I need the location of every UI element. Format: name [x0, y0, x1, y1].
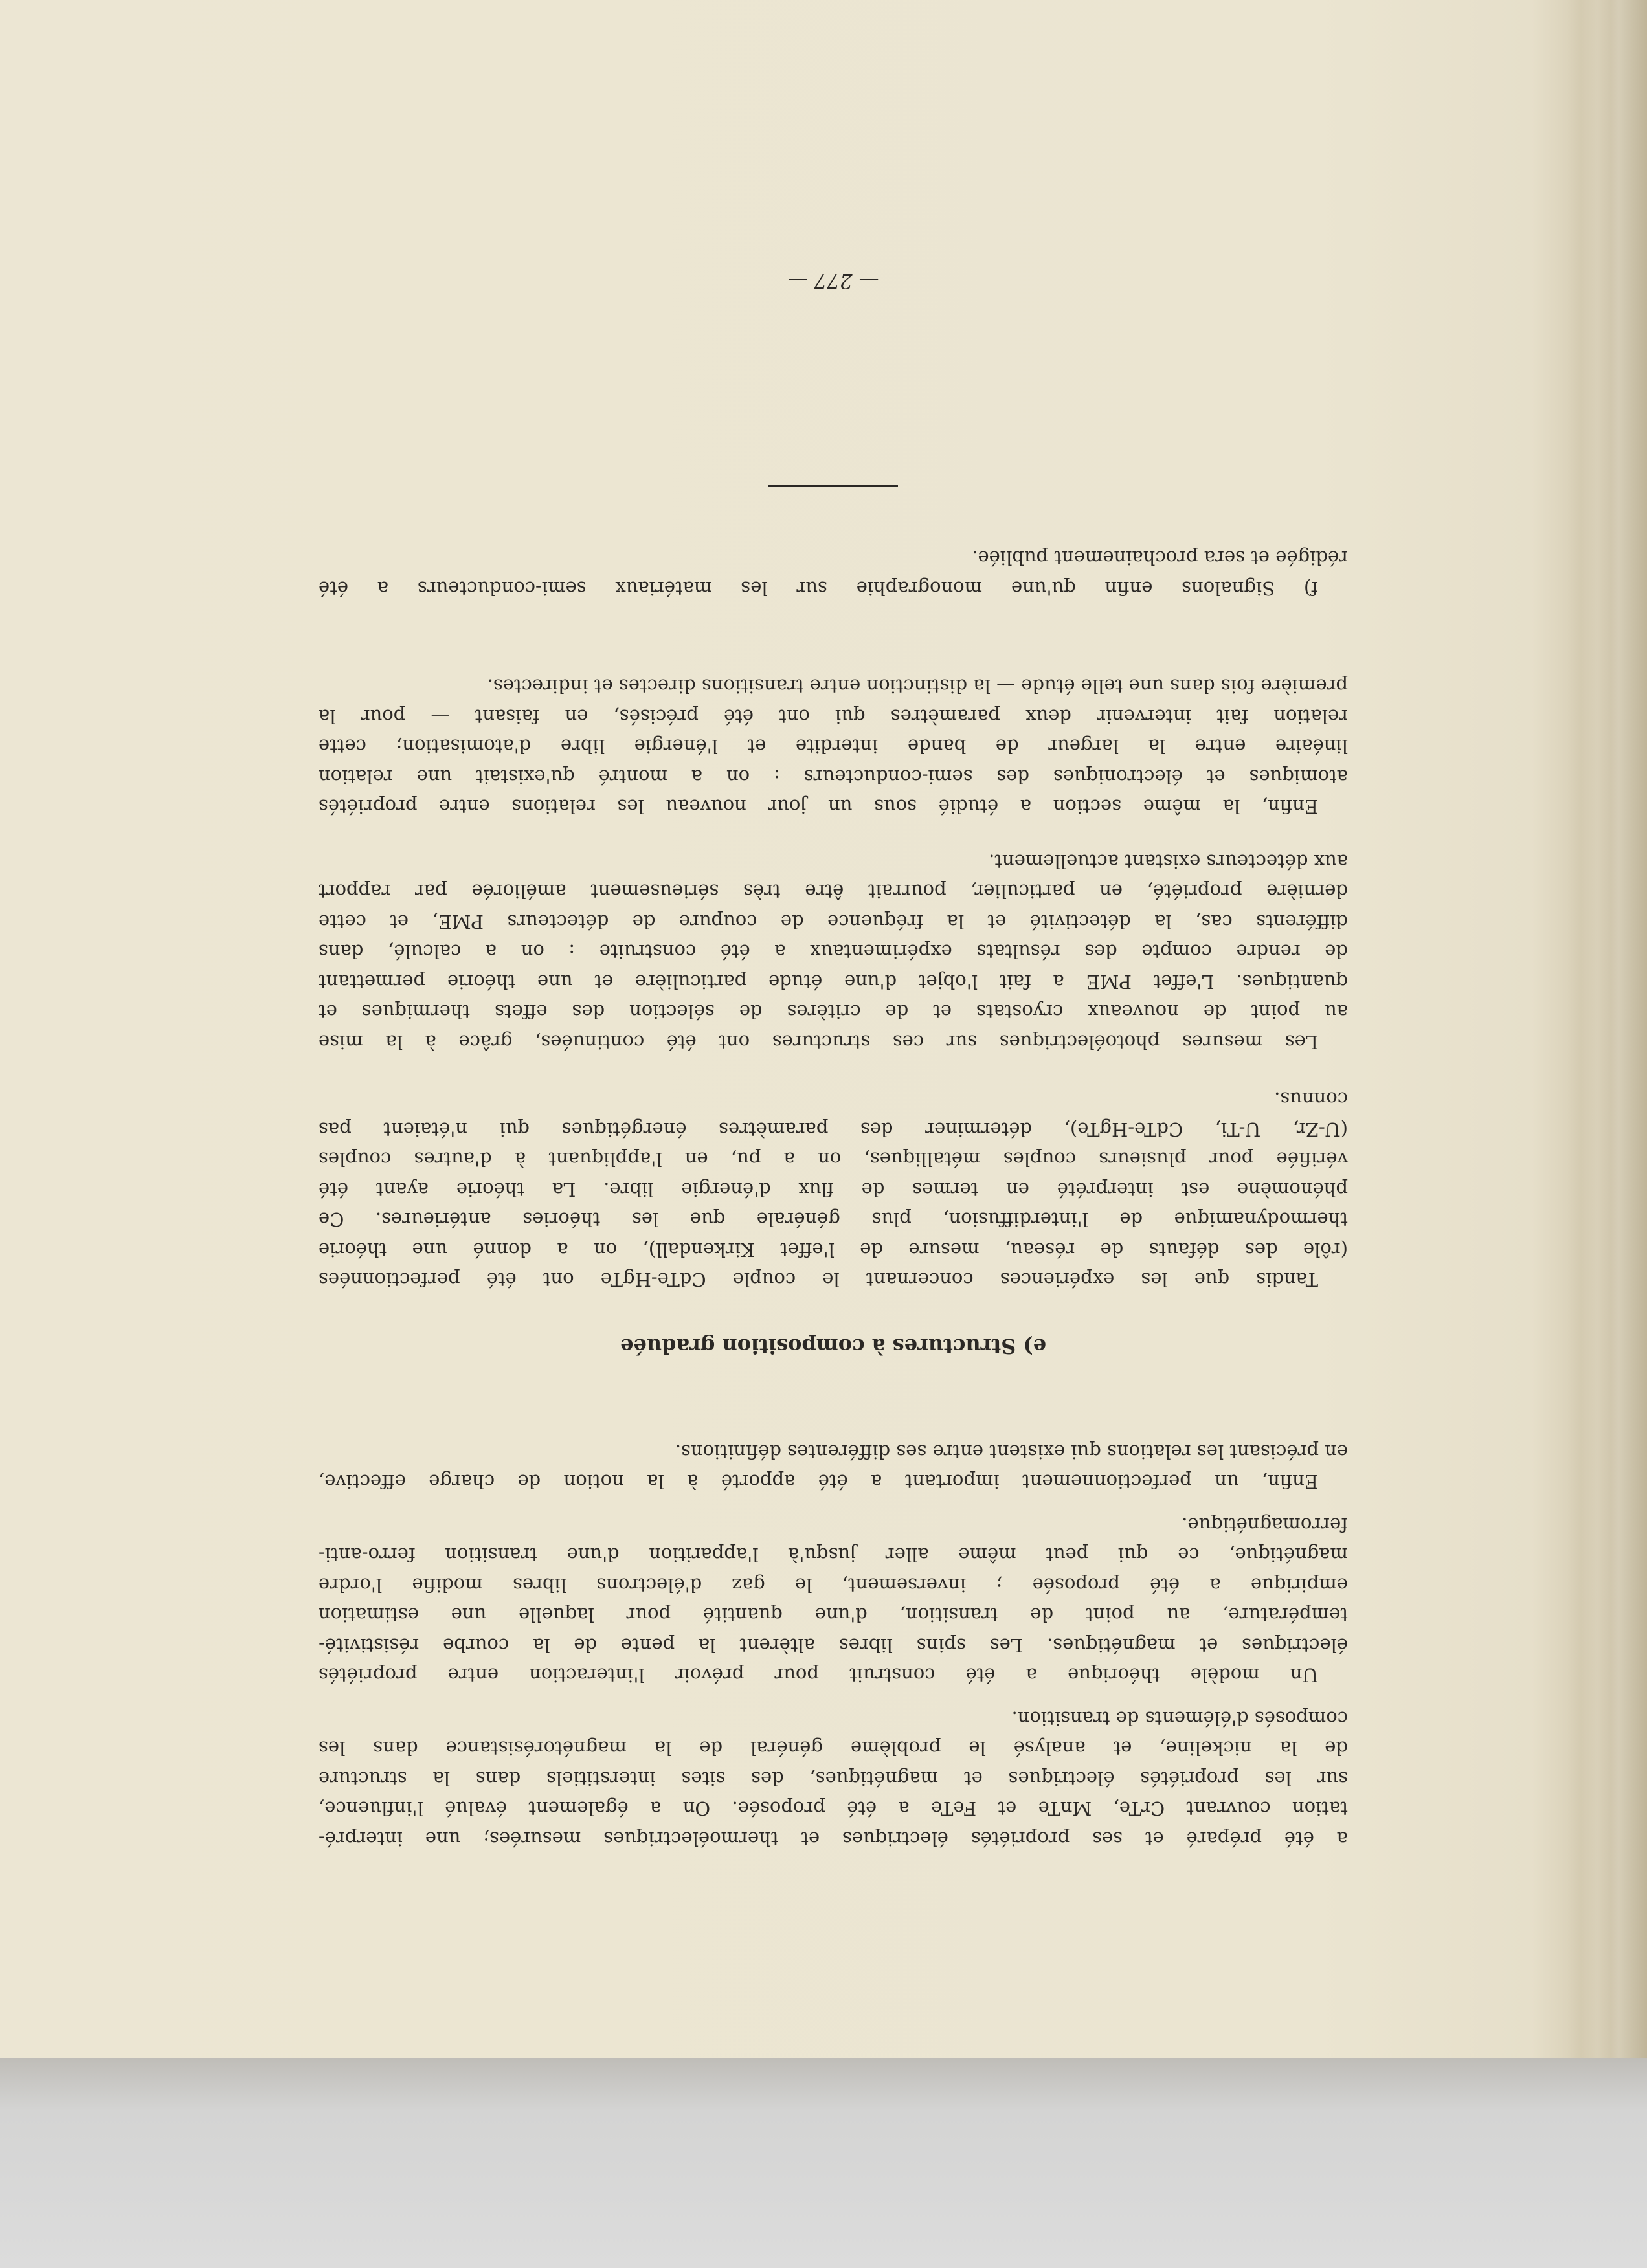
- text-line: première fois dans une telle étude — la distinction entre transitions directes et indirectes.: [487, 675, 1348, 698]
- text-line: linéaire entre la largeur de bande interdite et l'énergie libre d'atomisation; cette: [319, 735, 1348, 758]
- text-line: de la nickeline, et analysé le problème général de la magnétorésistance dans les: [319, 1737, 1348, 1760]
- text-line: au point de nouveaux cryostats et de critères de sélection des effets thermiques et: [319, 1001, 1348, 1023]
- text-line: (rôle des défauts de réseau, mesure de l'effet Kirkendall), on a donné une théorie: [319, 1239, 1348, 1261]
- paragraphs-after-heading: [319, 543, 1348, 1295]
- text-line: (U-Zr, U-Ti, CdTe-HgTe), déterminer des paramètres énergétiques qui n'étaient pas: [319, 1118, 1348, 1140]
- text-line: Les mesures photoélectriques sur ces structures ont été continuées, grâce à la mise: [319, 1031, 1318, 1053]
- text-line: composés d'éléments de transition.: [1011, 1707, 1348, 1729]
- text-line: en précisant les relations qui existent entre ses différentes définitions.: [675, 1441, 1348, 1463]
- text-line: dernière propriété, en particulier, pourrait être très sérieusement améliorée par rapport: [319, 880, 1348, 903]
- text-line: quantiques. L'effet PME a fait l'objet d'une étude particulière et une théorie permettant: [319, 971, 1348, 993]
- section-heading-e: e) Structures à composition graduée: [620, 1334, 1047, 1359]
- text-line: différents cas, la détectivité et la fréquence de coupure de détecteurs PME, et cette: [319, 911, 1348, 933]
- text-line: température, au point de transition, d'une quantité pour laquelle une estimation: [319, 1604, 1348, 1627]
- scanner-bed-background: [0, 2058, 1647, 2268]
- text-line: relation fait intervenir deux paramètres qui ont été précisés, en faisant — pour la: [319, 706, 1348, 728]
- text-line: électriques et magnétiques. Les spins libres altèrent la pente de la courbe résistivité-: [319, 1634, 1348, 1656]
- text-line: sur les propriétés électriques et magnétiques, des sites interstitiels dans la structure: [319, 1768, 1348, 1790]
- text-line: a été préparé et ses propriétés électriques et thermoélectriques mesurées; une interpré-: [319, 1828, 1348, 1850]
- paragraph: [319, 847, 1348, 1058]
- text-line: empirique a été proposée ; inversement, le gaz d'électrons libres modifie l'ordre: [319, 1574, 1348, 1596]
- paragraph: [319, 1437, 1348, 1497]
- text-line: tation couvrant CrTe, MnTe et FeTe a été proposée. On a également évalué l'influence,: [319, 1797, 1348, 1820]
- paragraph: [319, 1510, 1348, 1691]
- paragraph: [319, 1084, 1348, 1295]
- end-rule-divider: [768, 485, 898, 487]
- paragraph: [319, 543, 1348, 603]
- text-line: aux détecteurs existant actuellement.: [989, 850, 1348, 873]
- paragraph: [319, 1704, 1348, 1854]
- page-text-block-rotated: [319, 239, 1348, 1858]
- text-line: magnétique, ce qui peut même aller jusqu'à l'apparition d'une transition ferro-anti-: [319, 1544, 1348, 1566]
- paragraph: [319, 671, 1348, 822]
- book-binding-shadow: [1567, 0, 1647, 2071]
- paragraphs-before-heading: [319, 1437, 1348, 1854]
- text-line: vérifiée pour plusieurs couples métalliques, on a pu, en l'appliquant à d'autres couples: [319, 1148, 1348, 1171]
- text-line: rédigée et sera prochainement publiée.: [972, 547, 1348, 570]
- text-line: de rendre compte des résultats expérimentaux a été construite : on a calculé, dans: [319, 940, 1348, 963]
- text-line: ferromagnétique.: [1182, 1514, 1348, 1536]
- text-line: Un modèle théorique a été construit pour prévoir l'interaction entre propriétés: [319, 1664, 1318, 1687]
- text-line: Tandis que les expériences concernant le couple CdTe-HgTe ont été perfectionnées: [319, 1269, 1318, 1291]
- text-line: atomiques et électroniques des semi-conducteurs : on a montré qu'existait une relation: [319, 766, 1348, 788]
- page-number: — 277 —: [787, 269, 879, 293]
- text-line: thermodynamique de l'interdiffusion, plus générale que les théories antérieures. Ce: [319, 1208, 1348, 1231]
- text-line: connus.: [1274, 1088, 1348, 1111]
- text-line: Enfin, un perfectionnement important a été apporté à la notion de charge effective,: [319, 1471, 1318, 1493]
- text-line: f) Signalons enfin qu'une monographie sur les matériaux semi-conducteurs a été: [319, 577, 1318, 599]
- text-line: Enfin, la même section a étudié sous un jour nouveau les relations entre propriétés: [319, 795, 1318, 818]
- text-line: phénomène est interprété en termes de flux d'énergie libre. La théorie ayant été: [319, 1179, 1348, 1201]
